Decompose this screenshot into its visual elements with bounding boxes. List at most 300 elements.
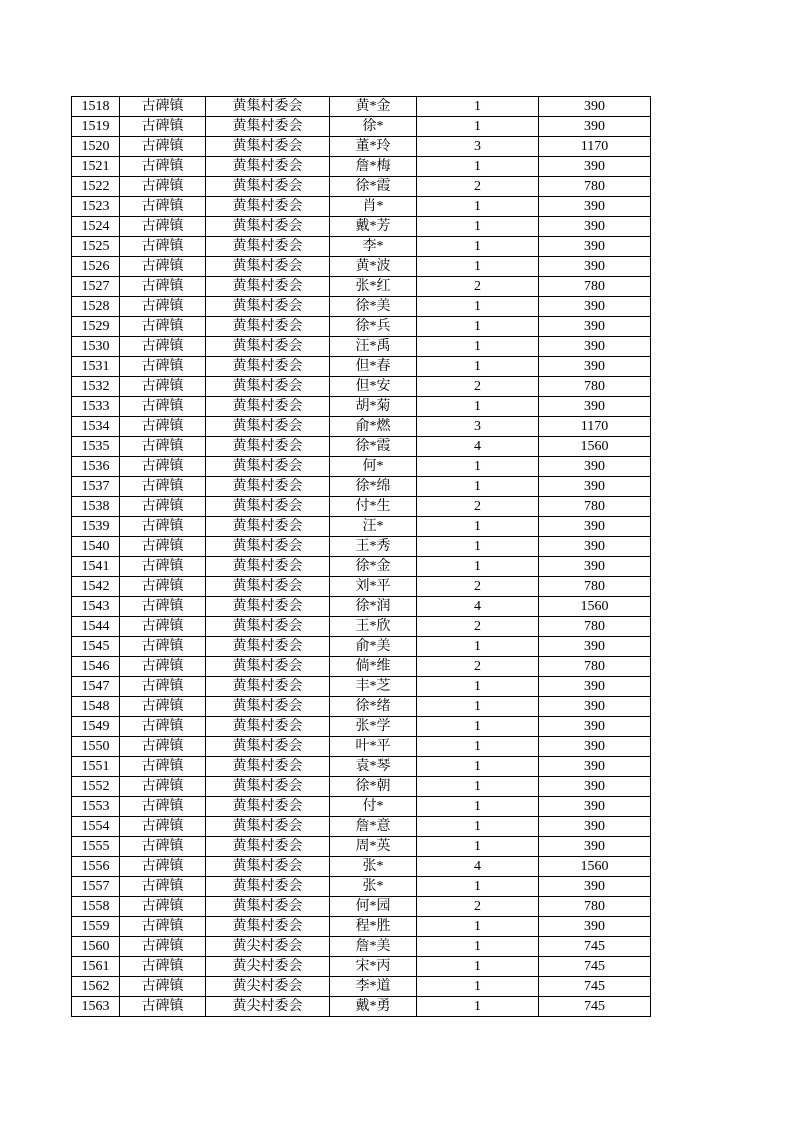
row-number-cell: 1540 bbox=[72, 537, 120, 557]
row-number-cell: 1563 bbox=[72, 997, 120, 1017]
name-cell: 付* bbox=[330, 797, 417, 817]
count-cell: 1 bbox=[417, 697, 539, 717]
row-number-cell: 1536 bbox=[72, 457, 120, 477]
name-cell: 李* bbox=[330, 237, 417, 257]
amount-cell: 745 bbox=[539, 957, 651, 977]
table-row bbox=[72, 717, 651, 737]
village-committee-cell: 黄集村委会 bbox=[206, 117, 330, 137]
amount-cell: 780 bbox=[539, 177, 651, 197]
town-cell: 古碑镇 bbox=[120, 397, 206, 417]
village-committee-cell: 黄集村委会 bbox=[206, 717, 330, 737]
row-number-cell: 1535 bbox=[72, 437, 120, 457]
amount-cell: 745 bbox=[539, 937, 651, 957]
town-cell: 古碑镇 bbox=[120, 177, 206, 197]
name-cell: 胡*菊 bbox=[330, 397, 417, 417]
row-number-cell: 1533 bbox=[72, 397, 120, 417]
count-cell: 1 bbox=[417, 197, 539, 217]
count-cell: 4 bbox=[417, 437, 539, 457]
name-cell: 徐*绪 bbox=[330, 697, 417, 717]
amount-cell: 390 bbox=[539, 237, 651, 257]
village-committee-cell: 黄集村委会 bbox=[206, 597, 330, 617]
amount-cell: 780 bbox=[539, 497, 651, 517]
town-cell: 古碑镇 bbox=[120, 777, 206, 797]
table-row bbox=[72, 677, 651, 697]
count-cell: 1 bbox=[417, 937, 539, 957]
name-cell: 俞*美 bbox=[330, 637, 417, 657]
village-committee-cell: 黄集村委会 bbox=[206, 777, 330, 797]
amount-cell: 390 bbox=[539, 917, 651, 937]
name-cell: 俞*燃 bbox=[330, 417, 417, 437]
name-cell: 叶*平 bbox=[330, 737, 417, 757]
amount-cell: 780 bbox=[539, 617, 651, 637]
table-row bbox=[72, 857, 651, 877]
amount-cell: 780 bbox=[539, 377, 651, 397]
town-cell: 古碑镇 bbox=[120, 877, 206, 897]
table-row bbox=[72, 757, 651, 777]
row-number-cell: 1549 bbox=[72, 717, 120, 737]
count-cell: 1 bbox=[417, 797, 539, 817]
count-cell: 1 bbox=[417, 517, 539, 537]
count-cell: 1 bbox=[417, 917, 539, 937]
name-cell: 徐*美 bbox=[330, 297, 417, 317]
count-cell: 1 bbox=[417, 217, 539, 237]
count-cell: 1 bbox=[417, 717, 539, 737]
table-row bbox=[72, 197, 651, 217]
village-committee-cell: 黄集村委会 bbox=[206, 217, 330, 237]
name-cell: 袁*琴 bbox=[330, 757, 417, 777]
count-cell: 2 bbox=[417, 577, 539, 597]
name-cell: 王*秀 bbox=[330, 537, 417, 557]
amount-cell: 390 bbox=[539, 717, 651, 737]
town-cell: 古碑镇 bbox=[120, 597, 206, 617]
count-cell: 2 bbox=[417, 497, 539, 517]
name-cell: 丰*芝 bbox=[330, 677, 417, 697]
amount-cell: 780 bbox=[539, 897, 651, 917]
amount-cell: 1170 bbox=[539, 137, 651, 157]
village-committee-cell: 黄集村委会 bbox=[206, 897, 330, 917]
count-cell: 1 bbox=[417, 317, 539, 337]
count-cell: 1 bbox=[417, 737, 539, 757]
name-cell: 汪*禹 bbox=[330, 337, 417, 357]
town-cell: 古碑镇 bbox=[120, 457, 206, 477]
village-committee-cell: 黄集村委会 bbox=[206, 537, 330, 557]
table-row bbox=[72, 137, 651, 157]
count-cell: 1 bbox=[417, 97, 539, 117]
name-cell: 倘*维 bbox=[330, 657, 417, 677]
town-cell: 古碑镇 bbox=[120, 617, 206, 637]
row-number-cell: 1548 bbox=[72, 697, 120, 717]
town-cell: 古碑镇 bbox=[120, 237, 206, 257]
name-cell: 刘*平 bbox=[330, 577, 417, 597]
amount-cell: 390 bbox=[539, 197, 651, 217]
amount-cell: 1560 bbox=[539, 857, 651, 877]
table-row bbox=[72, 837, 651, 857]
row-number-cell: 1550 bbox=[72, 737, 120, 757]
table-row bbox=[72, 217, 651, 237]
name-cell: 徐*霞 bbox=[330, 437, 417, 457]
village-committee-cell: 黄集村委会 bbox=[206, 637, 330, 657]
town-cell: 古碑镇 bbox=[120, 637, 206, 657]
name-cell: 徐*兵 bbox=[330, 317, 417, 337]
table-row bbox=[72, 937, 651, 957]
name-cell: 但*春 bbox=[330, 357, 417, 377]
row-number-cell: 1542 bbox=[72, 577, 120, 597]
row-number-cell: 1518 bbox=[72, 97, 120, 117]
table-row bbox=[72, 917, 651, 937]
village-committee-cell: 黄集村委会 bbox=[206, 737, 330, 757]
village-committee-cell: 黄集村委会 bbox=[206, 197, 330, 217]
row-number-cell: 1527 bbox=[72, 277, 120, 297]
row-number-cell: 1537 bbox=[72, 477, 120, 497]
table-row bbox=[72, 317, 651, 337]
count-cell: 1 bbox=[417, 877, 539, 897]
row-number-cell: 1531 bbox=[72, 357, 120, 377]
count-cell: 1 bbox=[417, 337, 539, 357]
village-committee-cell: 黄集村委会 bbox=[206, 377, 330, 397]
town-cell: 古碑镇 bbox=[120, 697, 206, 717]
row-number-cell: 1519 bbox=[72, 117, 120, 137]
count-cell: 2 bbox=[417, 617, 539, 637]
count-cell: 4 bbox=[417, 857, 539, 877]
town-cell: 古碑镇 bbox=[120, 497, 206, 517]
town-cell: 古碑镇 bbox=[120, 737, 206, 757]
name-cell: 宋*丙 bbox=[330, 957, 417, 977]
name-cell: 张*学 bbox=[330, 717, 417, 737]
table-row bbox=[72, 377, 651, 397]
count-cell: 1 bbox=[417, 777, 539, 797]
amount-cell: 390 bbox=[539, 117, 651, 137]
table-row bbox=[72, 657, 651, 677]
table-row bbox=[72, 997, 651, 1017]
town-cell: 古碑镇 bbox=[120, 277, 206, 297]
row-number-cell: 1538 bbox=[72, 497, 120, 517]
row-number-cell: 1532 bbox=[72, 377, 120, 397]
name-cell: 詹*美 bbox=[330, 937, 417, 957]
row-number-cell: 1560 bbox=[72, 937, 120, 957]
table-row bbox=[72, 537, 651, 557]
count-cell: 1 bbox=[417, 237, 539, 257]
name-cell: 詹*意 bbox=[330, 817, 417, 837]
table-row bbox=[72, 237, 651, 257]
table-row bbox=[72, 117, 651, 137]
town-cell: 古碑镇 bbox=[120, 717, 206, 737]
table-row bbox=[72, 337, 651, 357]
village-committee-cell: 黄集村委会 bbox=[206, 797, 330, 817]
table-row bbox=[72, 577, 651, 597]
town-cell: 古碑镇 bbox=[120, 837, 206, 857]
table-row bbox=[72, 557, 651, 577]
name-cell: 徐*金 bbox=[330, 557, 417, 577]
row-number-cell: 1553 bbox=[72, 797, 120, 817]
table-row bbox=[72, 177, 651, 197]
count-cell: 1 bbox=[417, 537, 539, 557]
row-number-cell: 1520 bbox=[72, 137, 120, 157]
amount-cell: 390 bbox=[539, 457, 651, 477]
village-committee-cell: 黄尖村委会 bbox=[206, 997, 330, 1017]
village-committee-cell: 黄集村委会 bbox=[206, 317, 330, 337]
row-number-cell: 1547 bbox=[72, 677, 120, 697]
row-number-cell: 1524 bbox=[72, 217, 120, 237]
row-number-cell: 1561 bbox=[72, 957, 120, 977]
village-committee-cell: 黄集村委会 bbox=[206, 437, 330, 457]
village-committee-cell: 黄集村委会 bbox=[206, 917, 330, 937]
row-number-cell: 1554 bbox=[72, 817, 120, 837]
row-number-cell: 1551 bbox=[72, 757, 120, 777]
count-cell: 2 bbox=[417, 377, 539, 397]
row-number-cell: 1562 bbox=[72, 977, 120, 997]
name-cell: 戴*勇 bbox=[330, 997, 417, 1017]
village-committee-cell: 黄尖村委会 bbox=[206, 977, 330, 997]
amount-cell: 390 bbox=[539, 337, 651, 357]
village-committee-cell: 黄集村委会 bbox=[206, 337, 330, 357]
town-cell: 古碑镇 bbox=[120, 897, 206, 917]
town-cell: 古碑镇 bbox=[120, 577, 206, 597]
row-number-cell: 1534 bbox=[72, 417, 120, 437]
count-cell: 1 bbox=[417, 257, 539, 277]
name-cell: 黄*金 bbox=[330, 97, 417, 117]
amount-cell: 390 bbox=[539, 817, 651, 837]
town-cell: 古碑镇 bbox=[120, 477, 206, 497]
amount-cell: 390 bbox=[539, 97, 651, 117]
village-committee-cell: 黄集村委会 bbox=[206, 297, 330, 317]
town-cell: 古碑镇 bbox=[120, 117, 206, 137]
amount-cell: 390 bbox=[539, 837, 651, 857]
row-number-cell: 1529 bbox=[72, 317, 120, 337]
table-row bbox=[72, 397, 651, 417]
town-cell: 古碑镇 bbox=[120, 537, 206, 557]
amount-cell: 390 bbox=[539, 257, 651, 277]
row-number-cell: 1528 bbox=[72, 297, 120, 317]
amount-cell: 390 bbox=[539, 517, 651, 537]
row-number-cell: 1539 bbox=[72, 517, 120, 537]
village-committee-cell: 黄集村委会 bbox=[206, 857, 330, 877]
amount-cell: 390 bbox=[539, 877, 651, 897]
table-row bbox=[72, 597, 651, 617]
town-cell: 古碑镇 bbox=[120, 797, 206, 817]
village-committee-cell: 黄集村委会 bbox=[206, 677, 330, 697]
name-cell: 张*红 bbox=[330, 277, 417, 297]
town-cell: 古碑镇 bbox=[120, 357, 206, 377]
row-number-cell: 1558 bbox=[72, 897, 120, 917]
town-cell: 古碑镇 bbox=[120, 137, 206, 157]
name-cell: 王*欣 bbox=[330, 617, 417, 637]
village-committee-cell: 黄集村委会 bbox=[206, 97, 330, 117]
name-cell: 徐*润 bbox=[330, 597, 417, 617]
table-row bbox=[72, 637, 651, 657]
town-cell: 古碑镇 bbox=[120, 217, 206, 237]
count-cell: 3 bbox=[417, 137, 539, 157]
row-number-cell: 1556 bbox=[72, 857, 120, 877]
row-number-cell: 1525 bbox=[72, 237, 120, 257]
row-number-cell: 1552 bbox=[72, 777, 120, 797]
town-cell: 古碑镇 bbox=[120, 917, 206, 937]
count-cell: 3 bbox=[417, 417, 539, 437]
table-row bbox=[72, 817, 651, 837]
amount-cell: 390 bbox=[539, 317, 651, 337]
town-cell: 古碑镇 bbox=[120, 677, 206, 697]
town-cell: 古碑镇 bbox=[120, 97, 206, 117]
table-row bbox=[72, 97, 651, 117]
count-cell: 4 bbox=[417, 597, 539, 617]
town-cell: 古碑镇 bbox=[120, 337, 206, 357]
name-cell: 黄*波 bbox=[330, 257, 417, 277]
village-committee-cell: 黄集村委会 bbox=[206, 477, 330, 497]
amount-cell: 1560 bbox=[539, 437, 651, 457]
village-committee-cell: 黄集村委会 bbox=[206, 257, 330, 277]
table-row bbox=[72, 277, 651, 297]
table-row bbox=[72, 737, 651, 757]
name-cell: 詹*梅 bbox=[330, 157, 417, 177]
amount-cell: 390 bbox=[539, 797, 651, 817]
village-committee-cell: 黄集村委会 bbox=[206, 357, 330, 377]
amount-cell: 390 bbox=[539, 737, 651, 757]
amount-cell: 390 bbox=[539, 637, 651, 657]
name-cell: 周*英 bbox=[330, 837, 417, 857]
village-committee-cell: 黄尖村委会 bbox=[206, 957, 330, 977]
count-cell: 1 bbox=[417, 837, 539, 857]
amount-cell: 1560 bbox=[539, 597, 651, 617]
amount-cell: 390 bbox=[539, 777, 651, 797]
row-number-cell: 1521 bbox=[72, 157, 120, 177]
town-cell: 古碑镇 bbox=[120, 197, 206, 217]
village-committee-cell: 黄集村委会 bbox=[206, 877, 330, 897]
name-cell: 付*生 bbox=[330, 497, 417, 517]
row-number-cell: 1546 bbox=[72, 657, 120, 677]
name-cell: 汪* bbox=[330, 517, 417, 537]
name-cell: 徐* bbox=[330, 117, 417, 137]
table-row bbox=[72, 157, 651, 177]
amount-cell: 390 bbox=[539, 357, 651, 377]
town-cell: 古碑镇 bbox=[120, 437, 206, 457]
table-row bbox=[72, 877, 651, 897]
name-cell: 徐*霞 bbox=[330, 177, 417, 197]
name-cell: 李*道 bbox=[330, 977, 417, 997]
table-row bbox=[72, 977, 651, 997]
count-cell: 1 bbox=[417, 157, 539, 177]
row-number-cell: 1523 bbox=[72, 197, 120, 217]
name-cell: 何* bbox=[330, 457, 417, 477]
count-cell: 1 bbox=[417, 997, 539, 1017]
table-row bbox=[72, 417, 651, 437]
row-number-cell: 1544 bbox=[72, 617, 120, 637]
name-cell: 但*安 bbox=[330, 377, 417, 397]
town-cell: 古碑镇 bbox=[120, 317, 206, 337]
town-cell: 古碑镇 bbox=[120, 997, 206, 1017]
name-cell: 戴*芳 bbox=[330, 217, 417, 237]
name-cell: 董*玲 bbox=[330, 137, 417, 157]
village-committee-cell: 黄集村委会 bbox=[206, 497, 330, 517]
table-row bbox=[72, 437, 651, 457]
name-cell: 程*胜 bbox=[330, 917, 417, 937]
count-cell: 1 bbox=[417, 457, 539, 477]
count-cell: 1 bbox=[417, 637, 539, 657]
row-number-cell: 1530 bbox=[72, 337, 120, 357]
amount-cell: 390 bbox=[539, 297, 651, 317]
amount-cell: 390 bbox=[539, 677, 651, 697]
data-table bbox=[71, 96, 651, 1017]
town-cell: 古碑镇 bbox=[120, 557, 206, 577]
town-cell: 古碑镇 bbox=[120, 977, 206, 997]
town-cell: 古碑镇 bbox=[120, 377, 206, 397]
name-cell: 肖* bbox=[330, 197, 417, 217]
amount-cell: 390 bbox=[539, 697, 651, 717]
amount-cell: 390 bbox=[539, 157, 651, 177]
village-committee-cell: 黄集村委会 bbox=[206, 517, 330, 537]
amount-cell: 390 bbox=[539, 537, 651, 557]
count-cell: 2 bbox=[417, 897, 539, 917]
town-cell: 古碑镇 bbox=[120, 757, 206, 777]
table-row bbox=[72, 257, 651, 277]
amount-cell: 390 bbox=[539, 757, 651, 777]
row-number-cell: 1526 bbox=[72, 257, 120, 277]
amount-cell: 780 bbox=[539, 277, 651, 297]
name-cell: 张* bbox=[330, 857, 417, 877]
row-number-cell: 1522 bbox=[72, 177, 120, 197]
table-body bbox=[72, 97, 651, 1017]
table-row bbox=[72, 517, 651, 537]
count-cell: 1 bbox=[417, 477, 539, 497]
table-row bbox=[72, 777, 651, 797]
name-cell: 张* bbox=[330, 877, 417, 897]
amount-cell: 390 bbox=[539, 217, 651, 237]
village-committee-cell: 黄集村委会 bbox=[206, 817, 330, 837]
village-committee-cell: 黄集村委会 bbox=[206, 657, 330, 677]
count-cell: 1 bbox=[417, 977, 539, 997]
town-cell: 古碑镇 bbox=[120, 857, 206, 877]
table-row bbox=[72, 797, 651, 817]
row-number-cell: 1555 bbox=[72, 837, 120, 857]
village-committee-cell: 黄集村委会 bbox=[206, 417, 330, 437]
village-committee-cell: 黄集村委会 bbox=[206, 757, 330, 777]
table-row bbox=[72, 697, 651, 717]
village-committee-cell: 黄集村委会 bbox=[206, 277, 330, 297]
village-committee-cell: 黄集村委会 bbox=[206, 457, 330, 477]
table-row bbox=[72, 457, 651, 477]
table-row bbox=[72, 297, 651, 317]
village-committee-cell: 黄尖村委会 bbox=[206, 937, 330, 957]
amount-cell: 745 bbox=[539, 977, 651, 997]
amount-cell: 745 bbox=[539, 997, 651, 1017]
town-cell: 古碑镇 bbox=[120, 297, 206, 317]
village-committee-cell: 黄集村委会 bbox=[206, 137, 330, 157]
amount-cell: 1170 bbox=[539, 417, 651, 437]
count-cell: 2 bbox=[417, 277, 539, 297]
count-cell: 2 bbox=[417, 657, 539, 677]
name-cell: 徐*朝 bbox=[330, 777, 417, 797]
table-row bbox=[72, 957, 651, 977]
count-cell: 1 bbox=[417, 757, 539, 777]
town-cell: 古碑镇 bbox=[120, 957, 206, 977]
name-cell: 徐*绵 bbox=[330, 477, 417, 497]
amount-cell: 780 bbox=[539, 657, 651, 677]
count-cell: 1 bbox=[417, 297, 539, 317]
row-number-cell: 1543 bbox=[72, 597, 120, 617]
table-row bbox=[72, 497, 651, 517]
amount-cell: 390 bbox=[539, 397, 651, 417]
count-cell: 2 bbox=[417, 177, 539, 197]
table-row bbox=[72, 897, 651, 917]
village-committee-cell: 黄集村委会 bbox=[206, 157, 330, 177]
count-cell: 1 bbox=[417, 817, 539, 837]
row-number-cell: 1559 bbox=[72, 917, 120, 937]
amount-cell: 390 bbox=[539, 477, 651, 497]
town-cell: 古碑镇 bbox=[120, 257, 206, 277]
row-number-cell: 1541 bbox=[72, 557, 120, 577]
count-cell: 1 bbox=[417, 677, 539, 697]
town-cell: 古碑镇 bbox=[120, 657, 206, 677]
amount-cell: 780 bbox=[539, 577, 651, 597]
town-cell: 古碑镇 bbox=[120, 417, 206, 437]
